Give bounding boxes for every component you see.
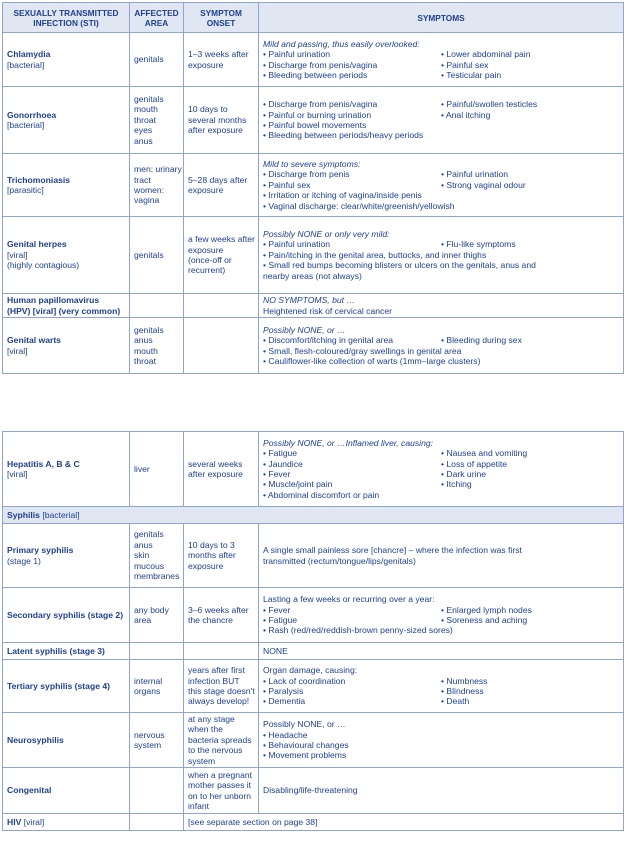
affected-area-item: mouth <box>134 345 158 356</box>
table-row <box>3 713 624 768</box>
symptom-item: • Anal itching <box>441 109 491 120</box>
affected-area-item: throat <box>134 114 156 125</box>
symptoms-cell <box>259 33 624 87</box>
onset-line: after exposure <box>188 469 243 479</box>
symptoms-cell <box>259 768 624 814</box>
symptoms-grid <box>263 448 619 490</box>
onset-line: the chancre <box>188 615 233 625</box>
symptom-item: • Fever <box>263 604 291 615</box>
affected-area-cell <box>130 814 184 831</box>
affected-area-item: genitals <box>134 93 164 104</box>
sti-type: (HPV) [viral] (very common) <box>7 305 121 316</box>
affected-area-item: vagina <box>134 195 160 206</box>
onset-line: several months <box>188 114 247 125</box>
onset-line: to the nervous <box>188 745 243 756</box>
symptom-item: • Painful urination <box>441 169 509 180</box>
table-row <box>3 524 624 588</box>
symptom-onset-cell <box>184 217 259 294</box>
onset-line: recurrent) <box>188 265 226 276</box>
section-title-cell <box>3 507 624 524</box>
symptom-item: • Abdominal discomfort or pain <box>263 489 380 500</box>
section-type: [bacterial] <box>42 509 80 520</box>
onset-line: bacteria spreads <box>188 734 252 745</box>
symptom-item: • Strong vaginal odour <box>441 179 526 190</box>
symptoms-cell <box>259 217 624 294</box>
symptom-item: • Nausea and vomiting <box>441 448 528 459</box>
symptoms-cell <box>259 154 624 217</box>
symptom-item: • Bleeding between periods/heavy periods <box>263 130 424 141</box>
onset-line: 5–28 days after <box>188 174 248 185</box>
symptom-item: Heightened risk of cervical cancer <box>263 305 392 316</box>
header-symptoms: SYMPTOMS <box>259 3 624 33</box>
symptom-onset-cell <box>184 294 259 318</box>
header-symptom-onset: SYMPTOM ONSET <box>184 3 259 33</box>
sti-name: Genital herpes <box>7 239 67 250</box>
symptom-item: A single small painless sore [chancre] – where the infection was first <box>263 545 522 556</box>
onset-line: system <box>188 755 216 766</box>
table-row <box>3 154 624 217</box>
onset-line: 3–6 weeks after <box>188 604 249 615</box>
symptom-item: • Rash (red/red/reddish-brown penny-sized sores) <box>263 625 453 636</box>
symptoms-cell <box>259 432 624 507</box>
symptoms-cell <box>259 660 624 713</box>
symptom-onset-cell <box>184 87 259 154</box>
affected-area-item: liver <box>134 463 150 474</box>
onset-line: years after first <box>188 665 245 676</box>
symptom-onset-cell <box>184 588 259 643</box>
affected-area-cell <box>130 588 184 643</box>
symptom-item: nearby areas (not always) <box>263 270 362 281</box>
sti-name: Secondary syphilis (stage 2) <box>7 609 124 620</box>
sti-name-cell <box>3 432 130 507</box>
symptom-onset-cell <box>184 660 259 713</box>
sti-type: [bacterial] <box>7 59 45 70</box>
table-row <box>3 318 624 374</box>
symptom-item: • Cauliflower-like collection of warts (1mm–large clusters) <box>263 355 481 366</box>
table-row <box>3 660 624 713</box>
sti-name: Chlamydia <box>7 49 51 60</box>
affected-area-cell <box>130 660 184 713</box>
symptom-onset-cell <box>184 768 259 814</box>
sti-type: [viral] <box>7 249 28 260</box>
symptoms-cell <box>259 318 624 374</box>
symptom-onset-cell <box>184 318 259 374</box>
sti-type: [parasitic] <box>7 185 44 195</box>
section-row-syphilis <box>3 507 624 524</box>
sti-name-cell <box>3 294 130 318</box>
symptoms-intro: Mild to severe symptoms: <box>263 158 361 169</box>
symptom-item: • Fever <box>263 469 291 479</box>
onset-line: a few weeks after <box>188 234 255 245</box>
symptom-item: • Blindness <box>441 686 484 696</box>
affected-area-item: system <box>134 740 162 750</box>
symptom-item: • Dark urine <box>441 469 487 479</box>
symptom-item: • Painful sex <box>263 179 311 190</box>
affected-area-item: tract <box>134 174 151 185</box>
header-sti: SEXUALLY TRANSMITTED INFECTION (STI) <box>3 3 130 33</box>
symptoms-grid <box>263 49 619 80</box>
affected-area-item: organs <box>134 686 161 696</box>
symptoms-intro: Possibly NONE, or … <box>263 324 346 335</box>
onset-line: when the <box>188 724 223 735</box>
affected-area-cell <box>130 154 184 217</box>
sti-name-cell <box>3 588 130 643</box>
sti-name-cell <box>3 154 130 217</box>
symptom-item: • Lack of coordination <box>263 675 346 686</box>
symptom-item: • Discharge from penis/vagina <box>263 59 378 70</box>
sti-name: Gonorrhoea <box>7 109 57 120</box>
table-row <box>3 294 624 318</box>
sti-type: (highly contagious) <box>7 260 80 271</box>
table-row <box>3 87 624 154</box>
table-row <box>3 217 624 294</box>
affected-area-item: skin <box>134 550 150 561</box>
onset-line: exposure <box>188 185 224 195</box>
symptoms-cell <box>259 524 624 588</box>
sti-name-cell <box>3 814 130 831</box>
symptom-item: • Loss of appetite <box>441 458 508 469</box>
sti-name-cell <box>3 33 130 87</box>
onset-line: always develop! <box>188 696 250 707</box>
symptom-item: • Flu-like symptoms <box>441 239 516 250</box>
onset-line: after exposure <box>188 125 243 136</box>
sti-name-cell <box>3 318 130 374</box>
onset-line: months after <box>188 550 236 561</box>
affected-area-item: women: <box>134 185 165 195</box>
onset-line: 1–3 weeks after <box>188 49 249 60</box>
symptom-item: • Dementia <box>263 696 306 707</box>
affected-area-item: genitals <box>134 54 164 65</box>
symptom-item: NONE <box>263 645 288 656</box>
affected-area-item: genitals <box>134 324 164 335</box>
symptom-onset-cell <box>184 524 259 588</box>
hiv-note-cell: [see separate section on page 38] <box>184 814 624 831</box>
symptoms-intro: NO SYMPTOMS, but … <box>263 295 356 306</box>
symptom-item: • Soreness and aching <box>441 615 528 625</box>
symptom-item: • Paralysis <box>263 686 304 696</box>
sti-type: (stage 1) <box>7 555 41 566</box>
table-row <box>3 432 624 507</box>
sti-name: Latent syphilis (stage 3) <box>7 645 105 656</box>
affected-area-cell <box>130 318 184 374</box>
onset-line: on to her unborn <box>188 790 252 801</box>
sti-name-cell <box>3 524 130 588</box>
affected-area-item: mucous <box>134 560 165 571</box>
table-row <box>3 768 624 814</box>
symptom-item: • Painful urination <box>263 239 331 250</box>
symptom-item: • Lower abdominal pain <box>441 49 531 60</box>
affected-area-cell <box>130 768 184 814</box>
affected-area-cell <box>130 643 184 660</box>
affected-area-item: anus <box>134 335 153 346</box>
symptoms-intro: Organ damage, causing: <box>263 665 358 676</box>
symptom-item: • Pain/itching in the genital area, buttocks, and inner thighs <box>263 249 487 260</box>
sti-name: Trichomoniasis <box>7 174 71 185</box>
symptoms-cell <box>259 294 624 318</box>
symptom-item: • Painful/swollen testicles <box>441 99 538 110</box>
sti-table-2 <box>2 431 624 831</box>
symptom-item: • Death <box>441 696 470 707</box>
symptom-item: • Irritation or itching of vagina/inside penis <box>263 190 422 201</box>
symptom-item: • Small red bumps becoming blisters or ulcers on the genitals, anus and <box>263 260 536 271</box>
symptom-onset-cell <box>184 643 259 660</box>
sti-name: Congenital <box>7 785 52 796</box>
sti-type: [viral] <box>7 345 28 356</box>
symptoms-cell <box>259 87 624 154</box>
affected-area-item: area <box>134 615 152 625</box>
symptom-item: • Painful urination <box>263 49 331 60</box>
symptoms-grid <box>263 605 619 626</box>
onset-line: when a pregnant <box>188 769 253 780</box>
affected-area-cell <box>130 87 184 154</box>
symptom-item: • Muscle/joint pain <box>263 479 333 490</box>
affected-area-item: nervous <box>134 729 165 740</box>
affected-area-item: anus <box>134 539 153 550</box>
symptom-item: transmitted (rectum/tongue/lips/genitals) <box>263 555 416 566</box>
affected-area-item: any body <box>134 604 169 615</box>
symptoms-intro: Mild and passing, thus easily overlooked: <box>263 38 420 49</box>
symptom-item: • Painful or burning urination <box>263 109 372 120</box>
sti-name: HIV <box>7 816 22 827</box>
onset-line: several weeks <box>188 458 243 469</box>
table-row-hiv <box>3 814 624 831</box>
symptom-item: • Fatigue <box>263 615 298 625</box>
symptom-item: • Vaginal discharge: clear/white/greenish/yellowish <box>263 200 455 211</box>
sti-type: [bacterial] <box>7 120 45 130</box>
table-row <box>3 588 624 643</box>
symptoms-grid <box>263 99 619 120</box>
affected-area-item: throat <box>134 355 156 366</box>
affected-area-item: men: urinary <box>134 164 182 175</box>
onset-line: 10 days to 3 <box>188 539 235 550</box>
symptom-item: • Fatigue <box>263 448 298 459</box>
symptom-item: • Itching <box>441 479 472 490</box>
symptoms-grid <box>263 239 619 249</box>
sti-name: Human papillomavirus <box>7 295 100 306</box>
section-name: Syphilis <box>7 509 40 520</box>
sti-name-cell <box>3 713 130 768</box>
symptom-item: • Discomfort/itching in genital area <box>263 335 394 346</box>
onset-line: exposure <box>188 560 224 571</box>
onset-line: exposure <box>188 244 224 255</box>
sti-name: Genital warts <box>7 335 61 346</box>
symptom-onset-cell <box>184 432 259 507</box>
symptom-onset-cell <box>184 154 259 217</box>
affected-area-item: genitals <box>134 249 164 260</box>
onset-line: (once-off or <box>188 255 232 265</box>
onset-line: exposure <box>188 59 224 70</box>
symptoms-intro: Possibly NONE, or … <box>263 719 346 730</box>
sti-table-1 <box>2 2 624 374</box>
affected-area-item: eyes <box>134 125 153 136</box>
affected-area-cell <box>130 217 184 294</box>
onset-line: 10 days to <box>188 104 228 115</box>
symptom-item: • Behavioural changes <box>263 740 349 750</box>
sti-name: Tertiary syphilis (stage 4) <box>7 680 111 691</box>
symptom-item: • Testicular pain <box>441 69 502 80</box>
onset-line: mother passes it <box>188 780 252 791</box>
sti-name: Primary syphilis <box>7 545 74 556</box>
symptom-item: • Discharge from penis/vagina <box>263 99 378 110</box>
affected-area-cell <box>130 524 184 588</box>
sti-name: Neurosyphilis <box>7 734 64 745</box>
sti-name-cell <box>3 87 130 154</box>
symptoms-cell <box>259 643 624 660</box>
onset-line: at any stage <box>188 713 235 724</box>
symptom-item: • Enlarged lymph nodes <box>441 604 532 615</box>
symptoms-cell <box>259 588 624 643</box>
sti-name-cell <box>3 217 130 294</box>
affected-area-item: genitals <box>134 529 164 540</box>
symptom-onset-cell <box>184 33 259 87</box>
symptom-item: • Painful bowel movements <box>263 120 367 130</box>
sti-name-cell <box>3 660 130 713</box>
symptom-item: • Discharge from penis <box>263 169 350 180</box>
symptom-item: • Jaundice <box>263 458 303 469</box>
affected-area-item: anus <box>134 135 153 146</box>
affected-area-cell <box>130 432 184 507</box>
symptom-item: • Movement problems <box>263 750 347 761</box>
symptom-onset-cell <box>184 713 259 768</box>
symptoms-grid <box>263 335 619 345</box>
symptoms-cell <box>259 713 624 768</box>
symptom-item: • Painful sex <box>441 59 489 70</box>
symptom-item: • Headache <box>263 729 308 740</box>
table-row <box>3 33 624 87</box>
affected-area-cell <box>130 294 184 318</box>
onset-line: this stage doesn’t <box>188 686 255 696</box>
symptom-item: • Numbness <box>441 675 488 686</box>
symptoms-grid <box>263 169 619 190</box>
symptoms-intro: Possibly NONE or only very mild: <box>263 228 390 239</box>
sti-type: [viral] <box>7 469 28 479</box>
sti-name-cell <box>3 643 130 660</box>
onset-line: infant <box>188 800 210 811</box>
header-affected-area: AFFECTED AREA <box>130 3 184 33</box>
onset-line: infection BUT <box>188 675 240 686</box>
affected-area-item: internal <box>134 675 163 686</box>
symptoms-intro: Possibly NONE, or …Inflamed liver, causing: <box>263 437 434 448</box>
sti-name: Hepatitis A, B & C <box>7 458 80 469</box>
affected-area-cell <box>130 713 184 768</box>
affected-area-item: membranes <box>134 571 180 582</box>
affected-area-cell <box>130 33 184 87</box>
table-row <box>3 643 624 660</box>
symptom-item: Disabling/life-threatening <box>263 785 358 796</box>
symptom-item: • Bleeding between periods <box>263 69 368 80</box>
sti-name-cell <box>3 768 130 814</box>
symptoms-grid <box>263 676 619 707</box>
sti-type: [viral] <box>23 816 45 827</box>
symptoms-intro: Lasting a few weeks or recurring over a year: <box>263 594 435 605</box>
symptom-item: • Small, flesh-coloured/gray swellings in genital area <box>263 345 462 356</box>
affected-area-item: mouth <box>134 104 158 115</box>
symptom-item: • Bleeding during sex <box>441 335 522 346</box>
